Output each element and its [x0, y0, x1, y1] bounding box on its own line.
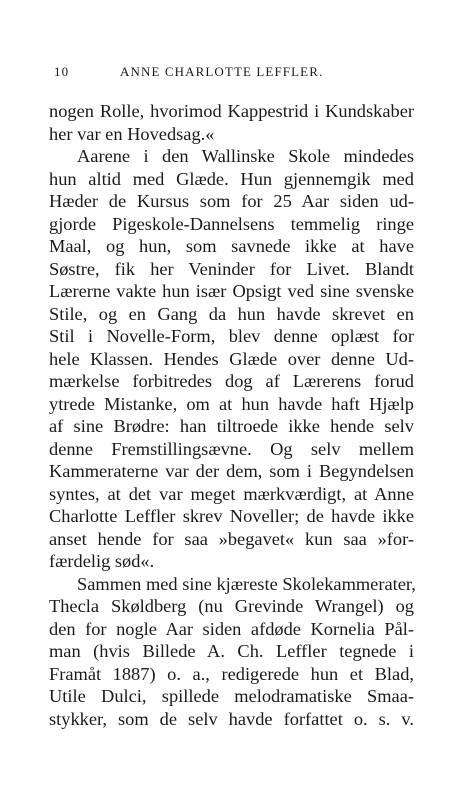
text-line: af sine Brødre: han tiltroede ikke hende selv	[49, 416, 414, 436]
text-line: hun altid med Glæde. Hun gjennemgik med	[49, 168, 414, 189]
page-number: 10	[54, 64, 70, 79]
text-line: Maal, og hun, som savnede ikke at have	[49, 236, 414, 256]
text-line: Lærerne vakte hun især Opsigt ved sine svenske	[49, 281, 414, 301]
text-line: anset hende for saa »begavet« kun saa »for-	[49, 528, 414, 549]
text-line: ytrede Mistanke, om at hun havde haft Hjælp	[49, 393, 414, 414]
text-line: Søstre, fik her Veninder for Livet. Blandt	[49, 258, 414, 279]
text-line: Hæder de Kursus som for 25 Aar siden ud-	[49, 191, 414, 211]
text-line: færdelig sød«.	[49, 551, 155, 571]
text-line: Sammen med sine kjæreste Skolekammerater,	[77, 573, 416, 594]
running-head-title: ANNE CHARLOTTE LEFFLER.	[120, 64, 324, 79]
text-line: Framåt 1887) o. a., redigerede hun et Blad,	[49, 663, 414, 684]
text-line: Aarene i den Wallinske Skole mindedes	[77, 146, 414, 166]
text-line: denne Fremstillingsævne. Og selv mellem	[49, 438, 414, 459]
text-line: Stile, og en Gang da hun havde skrevet en	[49, 303, 414, 324]
text-line: Stil i Novelle-Form, blev denne oplæst for	[49, 326, 414, 346]
text-line: gjorde Pigeskole-Dannelsens temmelig ringe	[49, 213, 414, 234]
text-line: hele Klassen. Hendes Glæde over denne Ud-	[49, 348, 414, 369]
text-line: Utile Dulci, spillede melodramatiske Smaa-	[49, 686, 414, 706]
text-line: stykker, som de selv havde forfattet o. s. v.	[49, 708, 414, 729]
text-line: Charlotte Leffler skrev Noveller; de havde ikke	[49, 506, 414, 526]
text-line: syntes, at det var meget mærkværdigt, at Anne	[49, 483, 414, 504]
running-head	[54, 64, 424, 84]
text-line: nogen Rolle, hvorimod Kappestrid i Kundskaber	[49, 101, 414, 121]
body-text	[49, 100, 414, 730]
text-line: Thecla Skøldberg (nu Grevinde Wrangel) og	[49, 596, 414, 616]
text-line: her var en Hovedsag.«	[49, 123, 215, 144]
text-line: man (hvis Billede A. Ch. Leffler tegnede i	[49, 641, 414, 661]
text-line: Kammeraterne var der dem, som i Begyndelsen	[49, 461, 414, 481]
text-line: den for nogle Aar siden afdøde Kornelia Pål-	[49, 618, 414, 639]
text-line: mærkelse forbitredes dog af Lærerens forud	[49, 371, 414, 391]
